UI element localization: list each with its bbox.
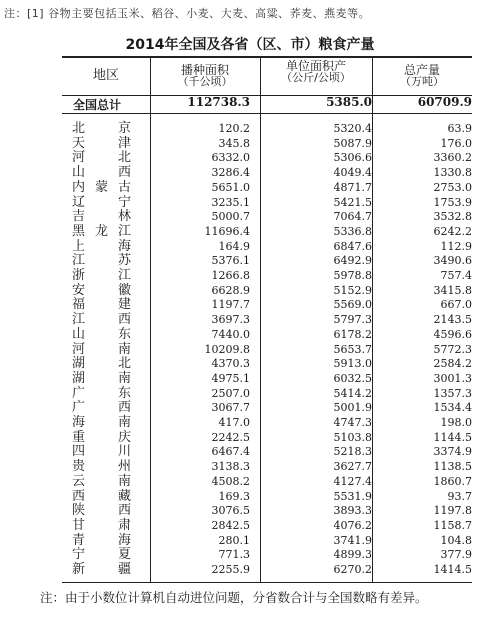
region-name: 海 南	[72, 415, 132, 430]
cell-area: 3138.3	[211, 460, 250, 474]
cell-output: 1144.5	[433, 430, 472, 444]
region-name: 浙 江	[72, 268, 132, 283]
cell-output: 3374.9	[433, 445, 472, 459]
cell-area: 4370.3	[211, 357, 250, 371]
cell-area: 4975.1	[211, 371, 250, 385]
cell-output: 3532.8	[433, 210, 472, 224]
cell-area: 169.3	[218, 489, 250, 503]
region-name: 新 疆	[72, 562, 132, 577]
cell-output: 3490.6	[433, 254, 472, 268]
bottom-note: 注：由于小数位计算机自动进位问题，分省数合计与全国数略有差异。	[40, 590, 428, 605]
cell-yield: 5218.3	[333, 445, 372, 459]
total-row-border	[62, 113, 472, 114]
cell-yield: 5103.8	[333, 430, 372, 444]
cell-yield: 5978.8	[333, 269, 372, 282]
region-name: 云 南	[72, 473, 132, 489]
cell-area: 417.0	[218, 416, 250, 429]
total-output: 60709.9	[417, 95, 472, 109]
region-name: 广 西	[72, 400, 132, 416]
region-name: 福 建	[72, 297, 132, 313]
cell-output: 1753.9	[433, 195, 472, 209]
cell-area: 2242.5	[211, 430, 250, 444]
cell-area: 5376.1	[211, 254, 250, 268]
region-name: 重 庆	[72, 429, 132, 445]
cell-yield: 5306.6	[333, 151, 372, 165]
region-name: 宁 夏	[72, 547, 132, 563]
cell-yield: 5421.5	[333, 195, 372, 209]
cell-output: 377.9	[440, 548, 472, 562]
cell-output: 6242.2	[433, 224, 472, 238]
region-name: 辽 宁	[72, 194, 132, 210]
cell-yield: 5653.7	[333, 342, 372, 356]
cell-output: 2584.2	[433, 357, 472, 371]
cell-yield: 3893.3	[333, 504, 372, 518]
cell-output: 1330.8	[433, 166, 472, 180]
cell-yield: 3741.9	[333, 533, 372, 547]
cell-yield: 4076.2	[333, 518, 372, 532]
cell-area: 10209.8	[204, 342, 250, 356]
cell-yield: 7064.7	[333, 210, 372, 224]
cell-output: 4596.6	[433, 327, 472, 341]
region-name: 山 西	[72, 165, 132, 181]
table-top-border	[62, 56, 472, 58]
region-name: 广 东	[72, 385, 132, 401]
cell-area: 2842.5	[211, 518, 250, 532]
region-name: 湖 北	[72, 356, 132, 372]
cell-area: 771.3	[218, 548, 250, 562]
cell-area: 2255.9	[211, 563, 250, 576]
cell-area: 2507.0	[211, 386, 250, 400]
cell-yield: 6032.5	[333, 371, 372, 385]
region-name: 甘 肃	[72, 517, 132, 533]
header-output-unit: （万吨）	[400, 75, 444, 88]
cell-output: 1158.7	[433, 518, 472, 532]
header-area	[150, 64, 260, 88]
region-name: 北 京	[72, 121, 132, 136]
region-name: 山 东	[72, 326, 132, 342]
cell-yield: 6492.9	[333, 254, 372, 268]
region-name: 湖 南	[72, 370, 132, 386]
region-name: 河 南	[72, 341, 132, 357]
cell-output: 198.0	[440, 416, 472, 429]
cell-yield: 5414.2	[333, 386, 372, 400]
region-name: 上 海	[72, 238, 132, 254]
total-label: 全国总计	[73, 98, 122, 112]
cell-area: 11696.4	[204, 224, 250, 238]
cell-area: 4508.2	[211, 474, 250, 488]
cell-area: 3076.5	[211, 504, 250, 518]
cell-area: 1266.8	[211, 269, 250, 282]
cell-area: 6332.0	[211, 151, 250, 165]
cell-output: 1197.8	[433, 504, 472, 518]
cell-area: 1197.7	[211, 298, 250, 312]
cell-yield: 5320.4	[333, 122, 372, 135]
region-name: 天 津	[72, 135, 132, 151]
region-name: 安 徽	[72, 282, 132, 298]
table-bottom-border	[62, 582, 472, 583]
cell-yield: 5531.9	[333, 489, 372, 503]
cell-yield: 5152.9	[333, 283, 372, 297]
header-region: 地区	[92, 68, 119, 83]
cell-area: 5651.0	[211, 180, 250, 194]
cell-yield: 4899.3	[333, 548, 372, 562]
cell-yield: 5797.3	[333, 313, 372, 327]
cell-output: 1357.3	[433, 386, 472, 400]
region-name: 贵 州	[72, 459, 132, 475]
table-title: 2014年全国及各省（区、市）粮食产量	[125, 37, 375, 53]
region-name: 江 西	[72, 312, 132, 328]
total-area: 112738.3	[187, 95, 250, 109]
region-name: 河 北	[72, 150, 132, 166]
cell-output: 1414.5	[433, 563, 472, 576]
region-name: 陕 西	[72, 503, 132, 519]
cell-output: 667.0	[440, 298, 472, 312]
cell-yield: 4871.7	[333, 180, 372, 194]
cell-output: 1138.5	[433, 460, 472, 474]
cell-yield: 5569.0	[333, 298, 372, 312]
cell-output: 1534.4	[433, 401, 472, 415]
cell-yield: 6178.2	[333, 327, 372, 341]
cell-yield: 5336.8	[333, 224, 372, 238]
cell-output: 2143.5	[433, 313, 472, 327]
total-yield: 5385.0	[326, 95, 372, 109]
cell-area: 3286.4	[211, 166, 250, 180]
header-yield-unit: （公斤/公顷）	[281, 71, 351, 84]
cell-output: 3415.8	[433, 283, 472, 297]
cell-yield: 4049.4	[333, 166, 372, 180]
cell-area: 280.1	[218, 533, 250, 547]
header-yield	[260, 60, 372, 84]
cell-output: 2753.0	[433, 180, 472, 194]
cell-yield: 4127.4	[333, 474, 372, 488]
region-name: 吉 林	[72, 209, 132, 225]
cell-output: 93.7	[447, 489, 472, 503]
region-name: 四 川	[72, 444, 132, 460]
cell-yield: 5087.9	[333, 136, 372, 150]
region-name: 青 海	[72, 532, 132, 548]
header-area-unit: （千公顷）	[177, 75, 233, 88]
cell-area: 6628.9	[211, 283, 250, 297]
cell-area: 3235.1	[211, 195, 250, 209]
header-output	[372, 64, 472, 88]
cell-area: 6467.4	[211, 445, 250, 459]
header-area-label: 播种面积	[180, 63, 229, 77]
cell-yield: 6270.2	[333, 563, 372, 576]
header-yield-label: 单位面积产	[285, 59, 346, 73]
cell-area: 7440.0	[211, 327, 250, 341]
cell-yield: 3627.7	[333, 460, 372, 474]
cell-area: 164.9	[218, 239, 250, 253]
cell-area: 120.2	[218, 122, 250, 135]
region-name: 西 藏	[72, 488, 132, 504]
cell-output: 3360.2	[433, 151, 472, 165]
region-name: 内 蒙 古	[72, 179, 132, 195]
column-divider-area	[260, 56, 261, 582]
region-name: 江 苏	[72, 253, 132, 269]
cell-yield: 5001.9	[333, 401, 372, 415]
cell-output: 63.9	[447, 122, 472, 135]
cell-output: 176.0	[440, 136, 472, 150]
cell-output: 5772.3	[433, 342, 472, 356]
cell-output: 112.9	[440, 239, 472, 253]
region-name: 黑 龙 江	[72, 223, 132, 239]
cell-area: 3067.7	[211, 401, 250, 415]
cell-area: 3697.3	[211, 313, 250, 327]
cell-output: 104.8	[440, 533, 472, 547]
cell-yield: 4747.3	[333, 416, 372, 429]
cell-output: 757.4	[440, 269, 472, 282]
cell-output: 1860.7	[433, 474, 472, 488]
cell-area: 5000.7	[211, 210, 250, 224]
cell-output: 3001.3	[433, 371, 472, 385]
cell-yield: 6847.6	[333, 239, 372, 253]
header-output-label: 总产量	[403, 63, 440, 77]
top-note: 注：[1] 谷物主要包括玉米、稻谷、小麦、大麦、高粱、荞麦、燕麦等。	[4, 7, 371, 20]
cell-area: 345.8	[218, 136, 250, 150]
cell-yield: 5913.0	[333, 357, 372, 371]
